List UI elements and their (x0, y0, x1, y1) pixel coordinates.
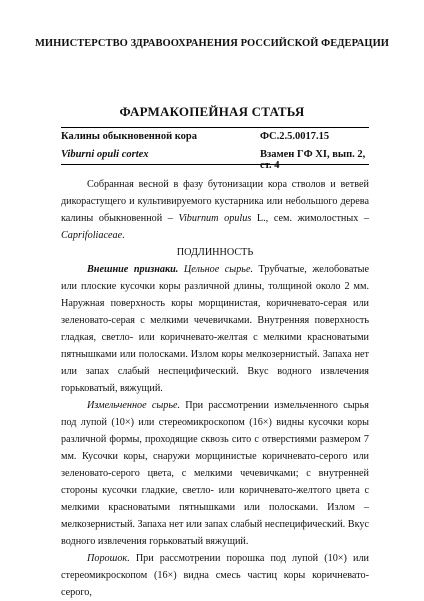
bottom-rule (61, 164, 369, 165)
intro-text-3: . (122, 230, 125, 241)
whole-raw-text: Трубчатые, желобоватые или плоские кусочки коры различной длины, толщиной около 2 мм. Наружная поверхность коры морщинистая, коричневато-серая или зеленовато-серая с мелкими чечевичками. Внутренняя поверхность гладкая, светло- или коричневато-желтая с мелкими красноватыми пятнышками или полосками. Излом коры мелкозернистый. Запаха нет или запах слабый неспецифический. Вкус водного извлечения горьковатый, вяжущий. (61, 264, 369, 394)
whole-raw-label: Цельное сырье. (178, 264, 254, 275)
monograph-name-ru: Калины обыкновенной кора (61, 131, 198, 142)
monograph-name-latin: Viburni opuli cortex (61, 149, 149, 160)
external-features-label: Внешние признаки. (87, 264, 179, 275)
powder-label: Порошок. (87, 553, 130, 564)
ministry-heading: МИНИСТЕРСТВО ЗДРАВООХРАНЕНИЯ РОССИЙСКОЙ ФЕДЕРАЦИИ (34, 38, 390, 49)
species-name: Viburnum opulus (178, 213, 252, 224)
monograph-body (61, 176, 369, 601)
crushed-raw-text: При рассмотрении измельченного сырья под лупой (10×) или стереомикроскопом (16×) видны кусочки коры различной формы, проходящие сквозь сито с отверстиями размером 7 мм. Кусочки коры, снаружи морщинистые коричневато-серого или зеленовато-серого цвета, с мелкими чечевичками; с внутренней стороны кусочки гладкие, светло- или коричневато-желтого цвета с мелкими красноватыми пятнышками или полосками. Излом – мелкозернистый. Запаха нет или запах слабый неспецифический. Вкус водного извлечения горьковатый вяжущий. (61, 400, 369, 547)
replaces-note: Взамен ГФ XI, вып. 2, ст. 4 (260, 149, 366, 171)
monograph-code: ФС.2.5.0017.15 (260, 131, 330, 142)
powder-text: При рассмотрении порошка под лупой (10×) или стереомикроскопом (16×) видна смесь частиц коры коричневато-серого, (61, 553, 369, 598)
powder-paragraph (61, 550, 369, 601)
intro-text-2: L., сем. жимолостных – (251, 213, 370, 224)
crushed-paragraph (61, 397, 369, 550)
intro-paragraph (61, 176, 369, 244)
external-features-paragraph (61, 261, 369, 397)
section-title: ПОДЛИННОСТЬ (176, 247, 254, 258)
family-name: Caprifoliaceae (61, 230, 123, 241)
document-title: ФАРМАКОПЕЙНАЯ СТАТЬЯ (119, 104, 305, 119)
crushed-raw-label: Измельченное сырье. (87, 400, 181, 411)
top-rule (61, 127, 369, 128)
intro-text: Собранная весной в фазу бутонизации кора стволов и ветвей дикорастущего и культивируемого кустарника или небольшого дерева калины обыкновенной – (61, 179, 369, 224)
